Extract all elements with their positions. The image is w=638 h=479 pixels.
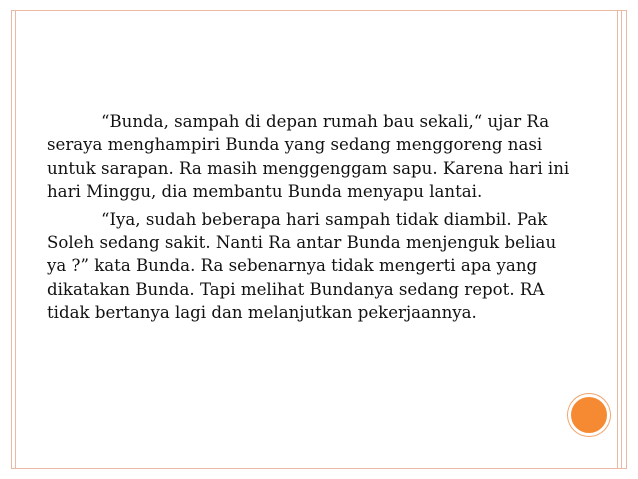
paragraph-line: dikatakan Bunda. Tapi melihat Bundanya sedang repot. RA [47,279,545,299]
paragraph-line: Soleh sedang sakit. Nanti Ra antar Bunda menjenguk beliau [47,233,557,253]
paragraph-line: hari Minggu, dia membantu Bunda menyapu lantai. [47,182,483,202]
paragraph-line: untuk sarapan. Ra masih menggenggam sapu. Karena hari ini [47,158,570,178]
left-border-line [15,10,16,469]
story-text-body [47,110,570,329]
paragraph-1 [47,110,570,204]
orange-circle-decoration [568,394,610,436]
paragraph-2 [47,208,562,325]
paragraph-line: ya ?” kata Bunda. Ra sebenarnya tidak mengerti apa yang [47,256,538,276]
paragraph-line: “Iya, sudah beberapa hari sampah tidak diambil. Pak [101,209,548,229]
paragraph-line: tidak bertanya lagi dan melanjutkan pekerjaannya. [47,303,477,323]
paragraph-line: “Bunda, sampah di depan rumah bau sekali,“ ujar Ra [101,112,550,131]
right-border-line-outer [621,10,622,469]
right-border-line-inner [617,10,618,469]
paragraph-line: seraya menghampiri Bunda yang sedang menggoreng nasi [47,135,543,155]
